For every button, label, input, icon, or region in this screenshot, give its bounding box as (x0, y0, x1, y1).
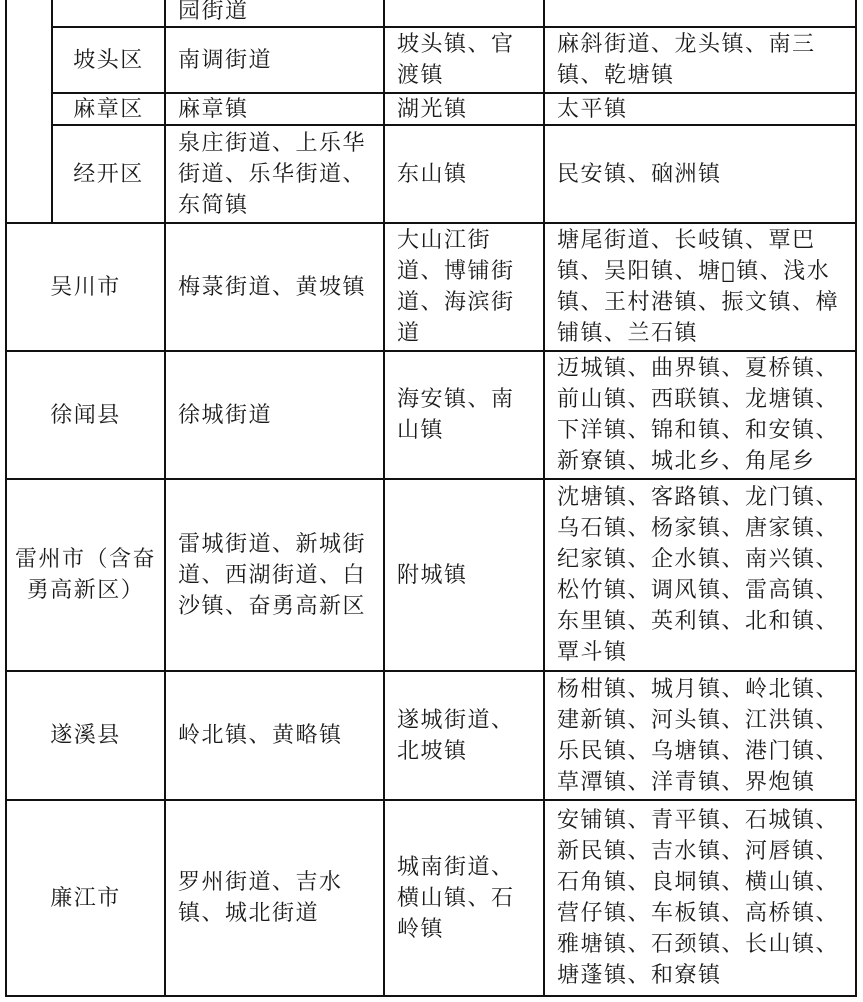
table-cell: 湖光镇 (397, 96, 468, 122)
table-cell: 南调街道 (178, 47, 273, 73)
table-cell: 城南街道、横山镇、石岭镇 (397, 854, 515, 942)
table-cell: 麻斜街道、龙头镇、南三镇、乾塘镇 (557, 32, 816, 88)
table-cell: 杨柑镇、城月镇、岭北镇、建新镇、河头镇、江洪镇、乐民镇、乌塘镇、港门镇、草潭镇、洋青镇、界炮镇 (557, 676, 840, 795)
table-cell: 安铺镇、青平镇、石城镇、新民镇、吉水镇、河唇镇、石角镇、良垌镇、横山镇、营仔镇、车板镇、高桥镇、雅塘镇、石颈镇、长山镇、塘蓬镇、和寮镇 (557, 808, 840, 988)
table-cell: 东山镇 (397, 161, 468, 187)
table-cell: 沈塘镇、客路镇、龙门镇、乌石镇、杨家镇、唐家镇、纪家镇、企水镇、南兴镇、松竹镇、调风镇、雷高镇、东里镇、英利镇、北和镇、覃斗镇 (557, 485, 840, 665)
table-cell: 雷城街道、新城街道、西湖街道、白沙镇、奋勇高新区 (178, 531, 367, 619)
district-cell: 经开区 (73, 161, 144, 187)
district-cell: 麻章区 (73, 96, 144, 122)
table-cell: 大山江街道、博铺街道、海滨街道 (397, 228, 515, 346)
table-cell: 徐城街道 (178, 402, 273, 428)
table-border-bottom (5, 995, 857, 997)
region-cell: 徐闻县 (50, 402, 121, 428)
table-cell: 遂城街道、北坡镇 (397, 707, 515, 764)
table-cell: 太平镇 (557, 96, 628, 122)
table-border-right (855, 0, 857, 997)
region-cell: 雷州市（含奋勇高新区） (15, 547, 157, 603)
table-cell: 麻章镇 (178, 96, 249, 122)
table-cell: 梅菉街道、黄坡镇 (178, 274, 367, 300)
table-cell: 坡头镇、官渡镇 (397, 32, 515, 88)
table-cell: 罗州街道、吉水镇、城北街道 (178, 870, 343, 926)
region-cell: 遂溪县 (50, 723, 121, 748)
table-cell: 附城镇 (397, 562, 468, 588)
region-cell: 吴川市 (50, 274, 121, 300)
region-cell: 廉江市 (50, 885, 121, 911)
table-cell: 迈城镇、曲界镇、夏桥镇、前山镇、西联镇、龙塘镇、下洋镇、锦和镇、和安镇、新寮镇、城北乡、角尾乡 (557, 356, 840, 474)
table-cell: 岭北镇、黄略镇 (178, 723, 343, 748)
table-cell: 塘尾街道、长岐镇、覃巴镇、吴阳镇、塘𡋀镇、浅水镇、王村港镇、振文镇、樟铺镇、兰石镇 (557, 228, 840, 346)
table-cell: 民安镇、硇洲镇 (557, 161, 722, 187)
table-cell: 泉庄街道、上乐华街道、乐华街道、东简镇 (178, 130, 367, 218)
district-cell: 坡头区 (73, 47, 144, 73)
table-cell: 海安镇、南山镇 (397, 387, 515, 443)
table-cell: 园街道 (178, 0, 249, 24)
